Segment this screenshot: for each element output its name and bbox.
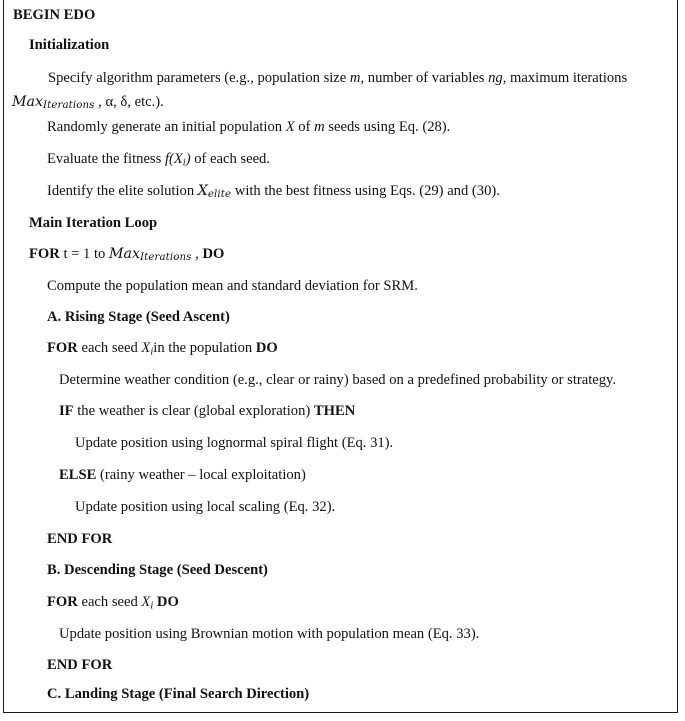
evaluate-text-2: of each seed. <box>190 151 270 167</box>
var-max-base: Max <box>12 93 43 110</box>
step-compute-srm <box>47 279 418 294</box>
specify-params-text-3: , maximum iterations <box>502 70 628 86</box>
for-seed-text: each seed <box>77 340 142 356</box>
var-X-elite <box>198 183 231 199</box>
update-local-scaling-text: Update position using local scaling (Eq. 32). <box>75 499 336 515</box>
var-max-subscript: Iterations <box>43 99 95 111</box>
end-for-1-label: END FOR <box>47 531 113 547</box>
step-specify-parameters <box>12 67 655 114</box>
var-X-elite-base: X <box>197 183 208 199</box>
else-condition-text: (rainy weather – local exploitation) <box>96 467 306 483</box>
var-X-elite-subscript: elite <box>207 189 232 201</box>
keyword-then: THEN <box>313 403 356 419</box>
for-seed-tail-text: in the population <box>153 340 256 356</box>
randomly-text-2: of <box>294 119 315 135</box>
begin-edo-label: BEGIN EDO <box>13 7 96 23</box>
var-Xi-subscript: i <box>150 346 154 358</box>
if-condition-text: the weather is clear (global exploration) <box>73 403 314 419</box>
step-for-t-loop <box>29 247 224 263</box>
step-if-weather-clear <box>59 404 355 419</box>
step-else-rainy <box>59 468 306 483</box>
var-f-base: f(X <box>164 151 183 167</box>
keyword-for-2: FOR <box>47 340 78 356</box>
var-f-subscript: i <box>182 157 186 169</box>
var-m: m <box>349 70 361 86</box>
var-f-of-Xi <box>165 151 191 167</box>
var-max-subscript-2: Iterations <box>140 252 192 264</box>
step-determine-weather <box>59 373 616 388</box>
var-max-iterations-2 <box>109 246 192 262</box>
var-Xi-2 <box>141 594 153 610</box>
var-f-close: ) <box>185 151 191 167</box>
main-iteration-loop-heading <box>29 216 157 231</box>
end-for-1 <box>47 532 112 547</box>
stage-b-label: B. Descending Stage (Seed Descent) <box>47 562 268 578</box>
step-update-brownian <box>59 627 479 642</box>
randomly-text-1: Randomly generate an initial population <box>47 119 286 135</box>
initialization-label: Initialization <box>29 37 110 53</box>
step-evaluate-fitness <box>47 152 270 169</box>
randomly-text-3: seeds using Eq. (28). <box>324 119 451 135</box>
step-randomly-generate <box>47 120 450 135</box>
keyword-else: ELSE <box>59 467 97 483</box>
stage-b-heading <box>47 563 268 578</box>
stage-c-label: C. Landing Stage (Final Search Direction) <box>47 686 310 702</box>
for-t-comma: , <box>191 246 203 262</box>
keyword-for-3: FOR <box>47 594 78 610</box>
var-X: X <box>285 119 295 135</box>
step-update-local-scaling <box>75 500 335 515</box>
stage-a-label: A. Rising Stage (Seed Ascent) <box>47 309 230 325</box>
var-max-base-2: Max <box>109 246 140 262</box>
keyword-if: IF <box>59 403 74 419</box>
keyword-do-2: DO <box>255 340 278 356</box>
var-Xi <box>141 340 153 356</box>
var-max-iterations <box>12 94 95 110</box>
keyword-do: DO <box>202 246 225 262</box>
determine-weather-text: Determine weather condition (e.g., clear or rainy) based on a predefined probability or strategy. <box>59 372 617 388</box>
keyword-do-3: DO <box>153 594 179 610</box>
var-Xi-2-subscript: i <box>150 600 154 612</box>
identify-text-1: Identify the elite solution <box>47 183 198 199</box>
step-update-spiral-flight <box>75 436 393 451</box>
specify-params-text-1: Specify algorithm parameters (e.g., population size <box>48 70 350 86</box>
begin-edo-heading <box>13 8 95 23</box>
for-seed2-text: each seed <box>77 594 142 610</box>
end-for-2 <box>47 658 112 673</box>
specify-params-text-4: , α, δ, etc.). <box>94 93 164 110</box>
end-for-2-label: END FOR <box>47 657 113 673</box>
update-brownian-text: Update position using Brownian motion with population mean (Eq. 33). <box>59 626 480 642</box>
var-ng: ng <box>488 70 503 86</box>
step-for-each-seed-descending <box>47 595 179 612</box>
algorithm-pseudocode-box <box>3 0 678 713</box>
main-loop-label: Main Iteration Loop <box>29 215 158 231</box>
keyword-for: FOR <box>29 246 60 262</box>
var-m-2: m <box>314 119 325 135</box>
var-Xi-2-base: X <box>141 594 151 610</box>
var-Xi-base: X <box>141 340 151 356</box>
compute-srm-text: Compute the population mean and standard deviation for SRM. <box>47 278 418 294</box>
evaluate-text-1: Evaluate the fitness <box>47 151 165 167</box>
update-spiral-text: Update position using lognormal spiral flight (Eq. 31). <box>75 435 394 451</box>
stage-c-heading <box>47 687 309 702</box>
step-for-each-seed-rising <box>47 341 278 358</box>
stage-a-heading <box>47 310 230 325</box>
initialization-heading <box>29 38 109 53</box>
step-identify-elite <box>47 184 500 200</box>
specify-params-text-2: , number of variables <box>360 70 489 86</box>
for-t-text: t = 1 to <box>59 246 109 262</box>
identify-text-2: with the best fitness using Eqs. (29) and (30). <box>231 183 500 199</box>
